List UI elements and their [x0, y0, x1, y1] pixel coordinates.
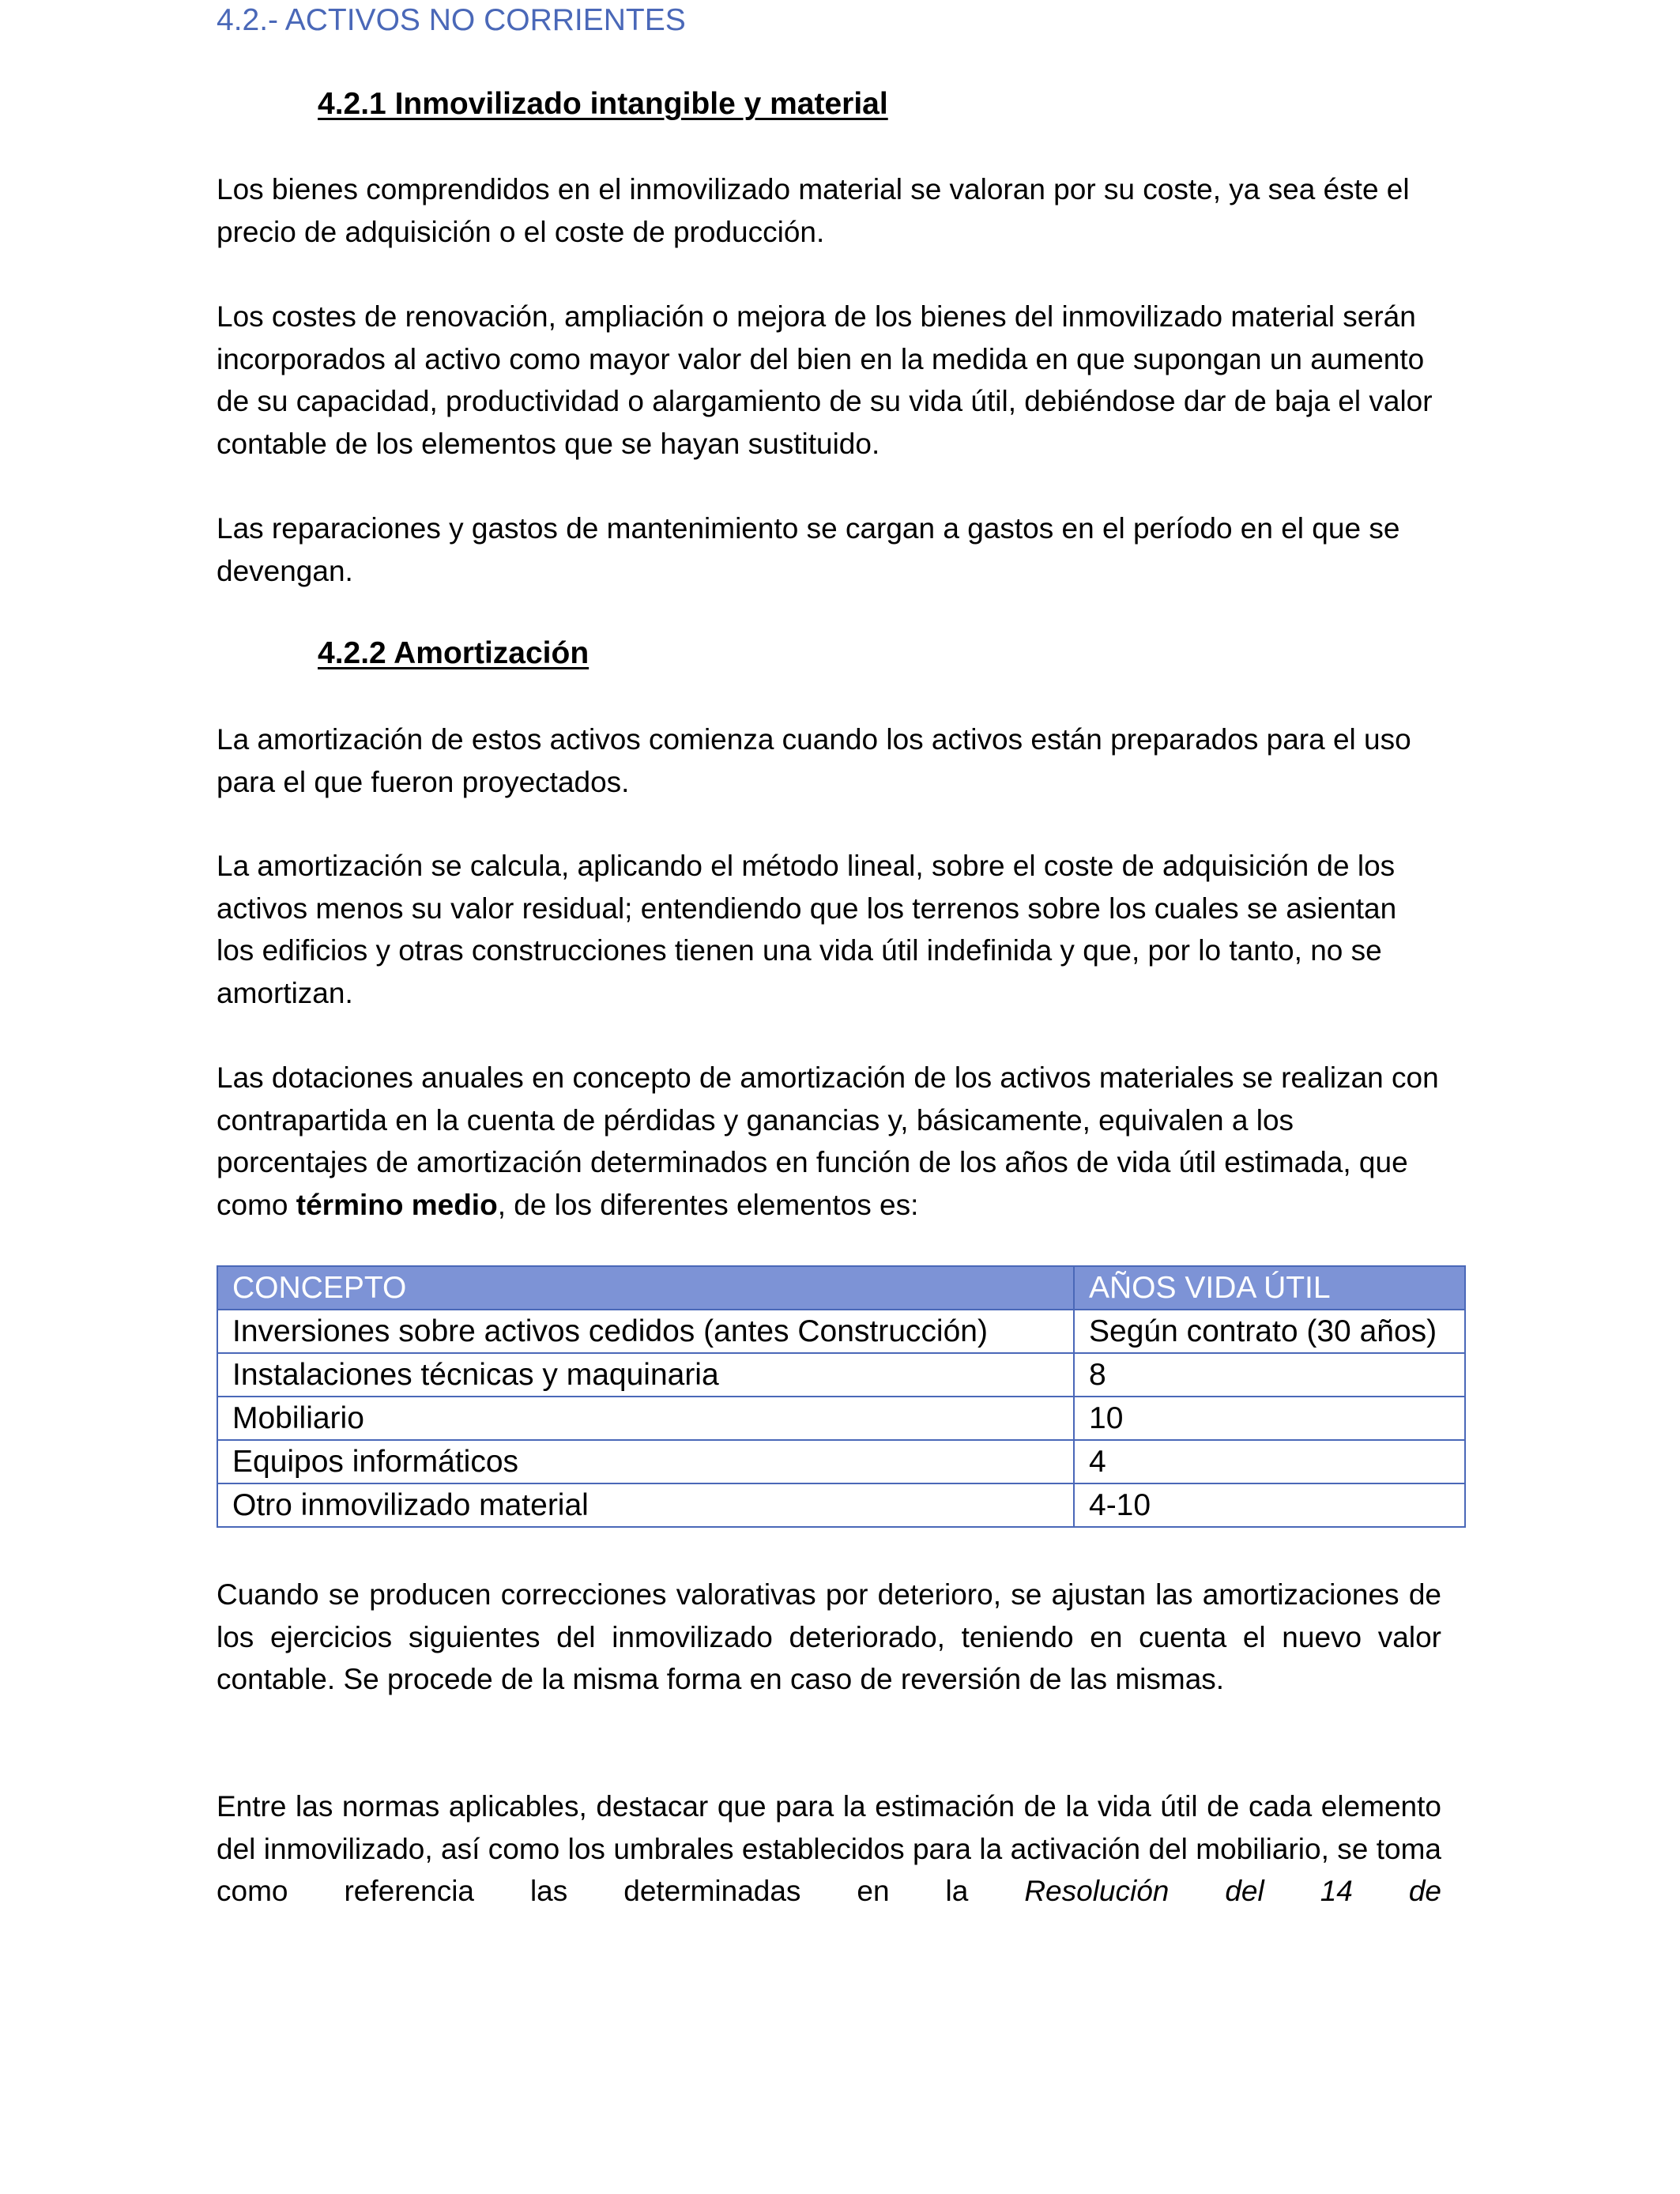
paragraph-metodo-lineal: La amortización se calcula, aplicando el método lineal, sobre el coste de adquisición de los activos menos su valor residual; entendiendo que los terrenos sobre los cuales se asientan los edificios y otras construcciones tienen una vida útil indefinida y que, por lo tanto, no se amortizan. — [217, 850, 1397, 1009]
paragraph-deterioro: Cuando se producen correcciones valorativas por deterioro, se ajustan las amortizaciones de los ejercicios siguientes del inmovilizado deteriorado, teniendo en cuenta el nuevo valor contable. Se procede de la misma forma en caso de reversión de las mismas. — [217, 1578, 1441, 1696]
table-row — [217, 1483, 1465, 1527]
paragraph-normas — [217, 1785, 1441, 1913]
normas-text: Entre las normas aplicables, destacar que para la estimación de la vida útil de cada elemento del inmovilizado, así como los umbrales establecidos para la activación del mobiliario, se toma como referencia las determinadas en la — [217, 1790, 1441, 1908]
paragraph-valoracion: Los bienes comprendidos en el inmovilizado material se valoran por su coste, ya sea éste el precio de adquisición o el coste de producción. — [217, 173, 1410, 248]
header-anos-vida-util: AÑOS VIDA ÚTIL — [1074, 1266, 1465, 1310]
table-row — [217, 1397, 1465, 1440]
section-heading: 4.2.- ACTIVOS NO CORRIENTES — [217, 3, 686, 37]
table-row — [217, 1310, 1465, 1353]
cell-concepto: Equipos informáticos — [217, 1440, 1074, 1483]
subsection-title-amortizacion: 4.2.2 Amortización — [318, 636, 590, 670]
cell-anos: Según contrato (30 años) — [1074, 1310, 1465, 1353]
cell-anos: 4-10 — [1074, 1483, 1465, 1527]
table-row — [217, 1440, 1465, 1483]
cell-concepto: Instalaciones técnicas y maquinaria — [217, 1353, 1074, 1397]
table-header-row — [217, 1266, 1465, 1310]
dotaciones-text: Las dotaciones anuales en concepto de amortización de los activos materiales se realizan con contrapartida en la cuenta de pérdidas y ganancias y, básicamente, equivalen a los porcentajes de amortización determinados en función de los años de vida útil estimada, que como — [217, 1061, 1439, 1221]
resolucion-reference: Resolución del 14 de — [1024, 1875, 1442, 1908]
cell-anos: 4 — [1074, 1440, 1465, 1483]
table-row — [217, 1353, 1465, 1397]
paragraph-dotaciones — [217, 1057, 1441, 1226]
paragraph-renovacion: Los costes de renovación, ampliación o mejora de los bienes del inmovilizado material serán incorporados al activo como mayor valor del bien en la medida en que supongan un aumento de su capacidad, productividad o alargamiento de su vida útil, debiéndose dar de baja el valor contable de los elementos que se hayan sustituido. — [217, 300, 1433, 460]
subsection-title-inmovilizado: 4.2.1 Inmovilizado intangible y material — [318, 87, 888, 121]
dotaciones-bold: término medio — [296, 1188, 498, 1221]
dotaciones-text-end: , de los diferentes elementos es: — [497, 1188, 919, 1221]
cell-concepto: Otro inmovilizado material — [217, 1483, 1074, 1527]
paragraph-inicio-amortizacion: La amortización de estos activos comienza cuando los activos están preparados para el uso para el que fueron proyectados. — [217, 723, 1411, 798]
cell-concepto: Mobiliario — [217, 1397, 1074, 1440]
header-concepto: CONCEPTO — [217, 1266, 1074, 1310]
vida-util-table — [217, 1265, 1466, 1528]
cell-anos: 10 — [1074, 1397, 1465, 1440]
cell-concepto: Inversiones sobre activos cedidos (antes Construcción) — [217, 1310, 1074, 1353]
cell-anos: 8 — [1074, 1353, 1465, 1397]
paragraph-reparaciones: Las reparaciones y gastos de mantenimiento se cargan a gastos en el período en el que se devengan. — [217, 512, 1400, 587]
